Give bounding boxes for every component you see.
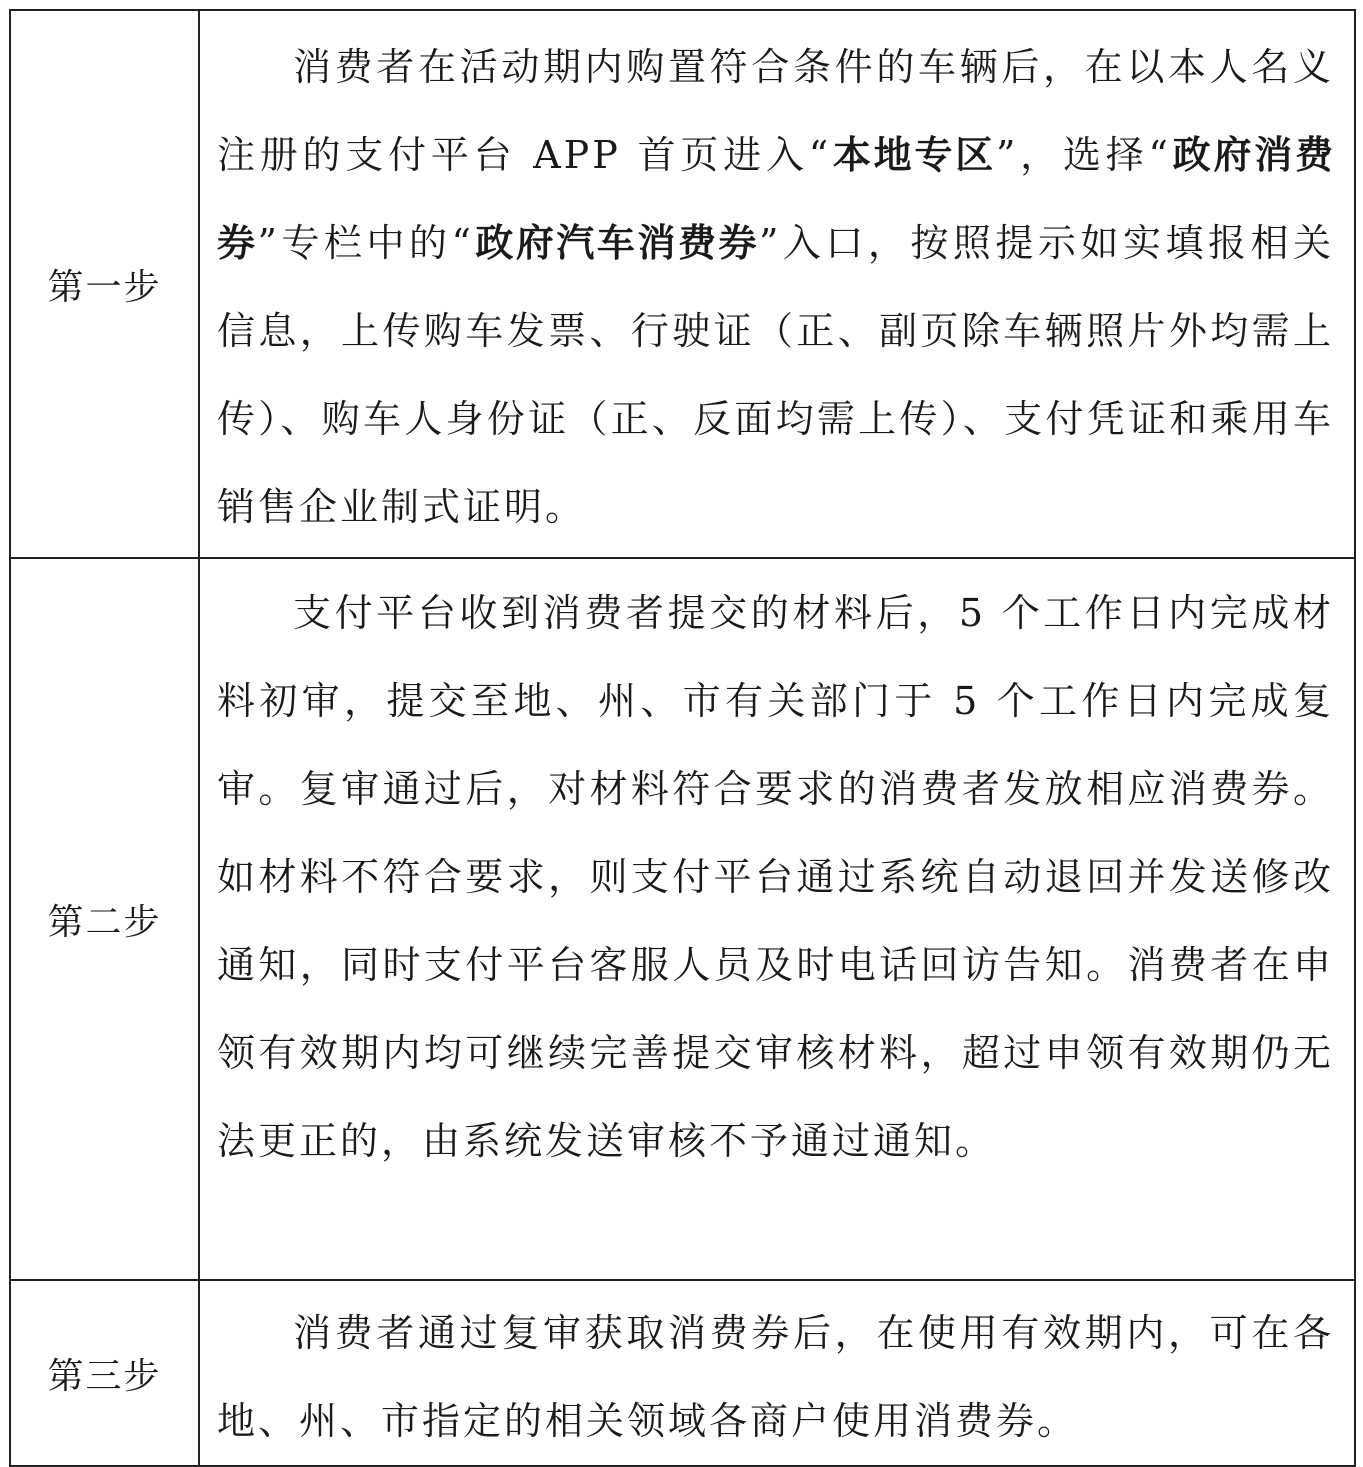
step-label-3: 第三步 xyxy=(10,1280,199,1466)
step-row-2 xyxy=(10,558,1355,1280)
step-row-1 xyxy=(10,10,1355,558)
step1-text-b: ”，选择“ xyxy=(995,133,1171,177)
step-content-3 xyxy=(199,1280,1355,1466)
step1-bold-local-zone: 本地专区 xyxy=(831,133,996,177)
steps-table xyxy=(9,9,1356,1467)
step-row-3 xyxy=(10,1280,1355,1466)
step-label-1: 第一步 xyxy=(10,10,199,558)
step1-text-c: ”专栏中的“ xyxy=(257,221,474,265)
step-label-2: 第二步 xyxy=(10,558,199,1280)
step1-bold-car-voucher: 政府汽车消费券 xyxy=(473,221,759,265)
step-content-1 xyxy=(199,10,1355,558)
step1-bold-gov-voucher: 政府消费券 xyxy=(217,133,1334,265)
step-text-2 xyxy=(217,569,1334,1185)
step1-text-a: 消费者在活动期内购置符合条件的车辆后，在以本人名义注册的支付平台 APP 首页进入“ xyxy=(217,45,1334,177)
step3-text: 消费者通过复审获取消费券后，在使用有效期内，可在各地、州、市指定的相关领域各商户使用消费券。 xyxy=(217,1311,1334,1443)
step2-text: 支付平台收到消费者提交的材料后，5 个工作日内完成材料初审，提交至地、州、市有关部门于 5 个工作日内完成复审。复审通过后，对材料符合要求的消费者发放相应消费券。如材料不符合要求，则支付平台通过系统自动退回并发送修改通知，同时支付平台客服人员及时电话回访告知。消费者在申领有效期内均可继续完善提交审核材料，超过申领有效期仍无法更正的，由系统发送审核不予通过通知。 xyxy=(217,591,1334,1163)
step-text-1 xyxy=(217,23,1334,551)
step-content-2 xyxy=(199,558,1355,1280)
step1-text-d: ”入口，按照提示如实填报相关信息，上传购车发票、行驶证（正、副页除车辆照片外均需上传）、购车人身份证（正、反面均需上传）、支付凭证和乘用车销售企业制式证明。 xyxy=(217,221,1334,529)
step-text-3 xyxy=(217,1289,1334,1465)
